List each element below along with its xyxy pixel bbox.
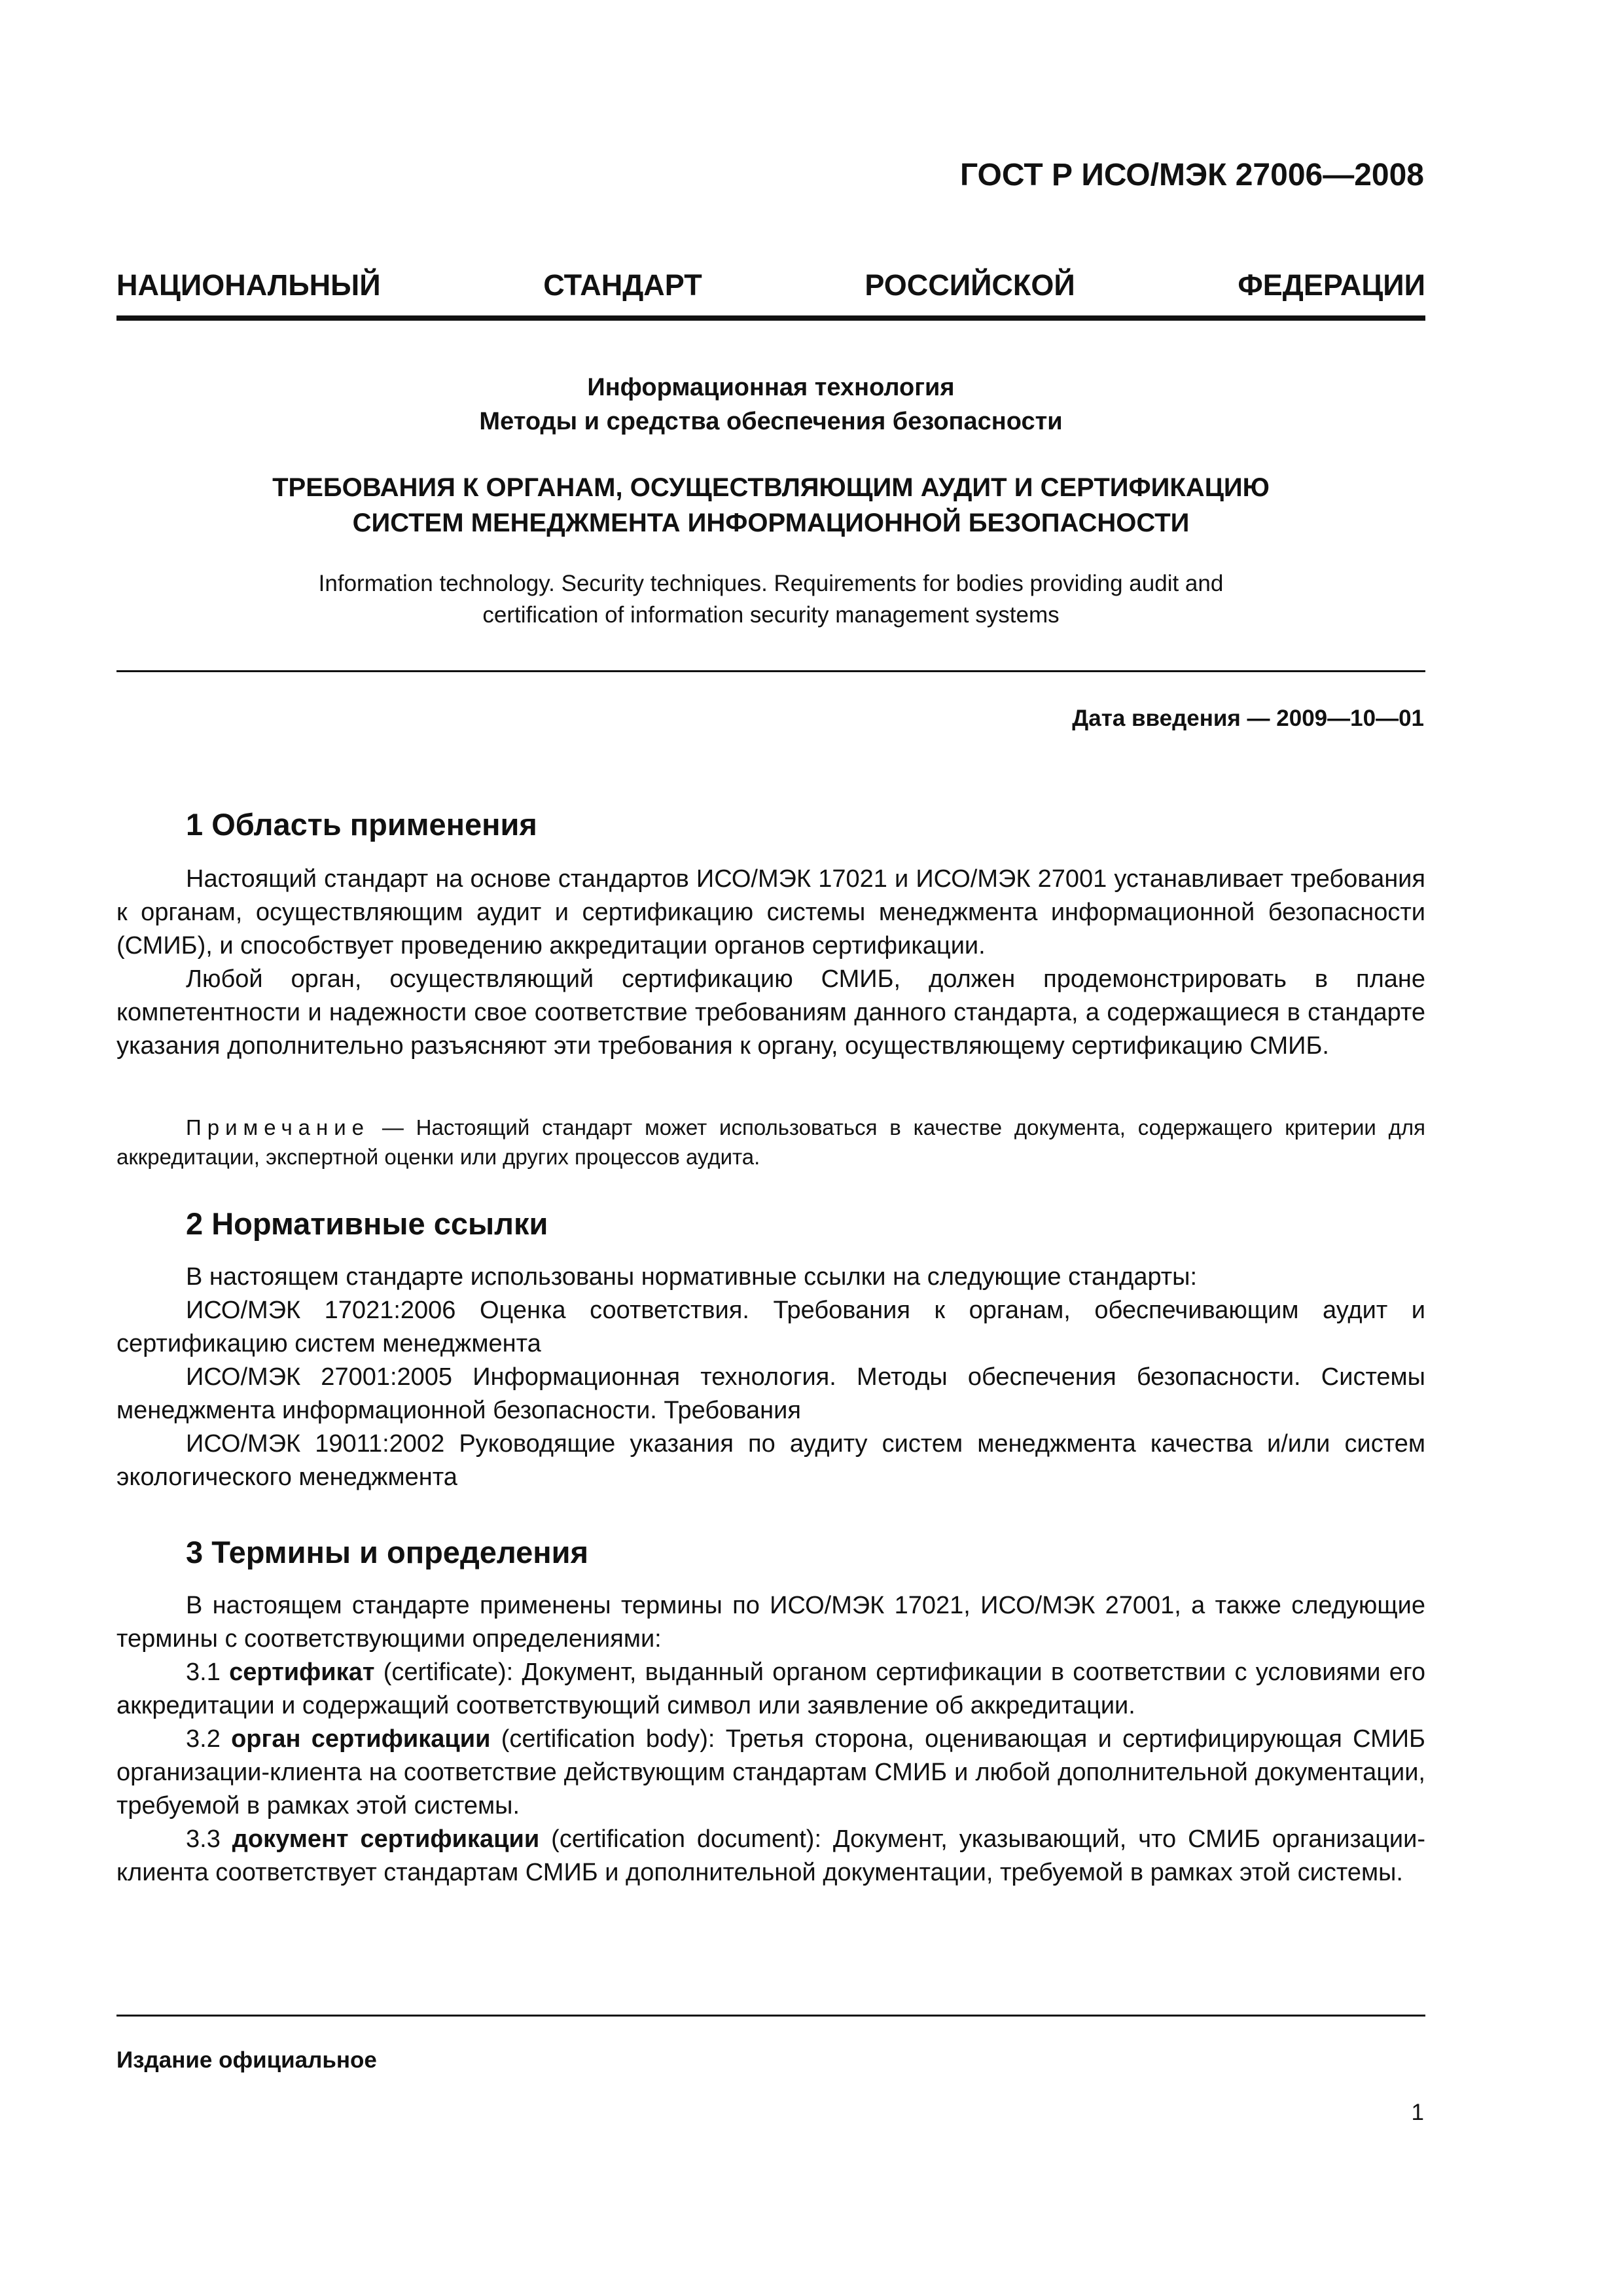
section-2-body — [116, 1261, 1425, 1494]
normative-reference-1: ИСО/МЭК 17021:2006 Оценка соответствия. Требования к органам, обеспечивающим аудит и сертификацию систем менеджмента — [116, 1297, 1425, 1357]
english-title-line-2: certification of information security management systems — [482, 602, 1060, 628]
gost-code: ГОСТ Р ИСО/МЭК 27006—2008 — [959, 158, 1424, 192]
normative-reference-3: ИСО/МЭК 19011:2002 Руководящие указания по аудиту систем менеджмента качества и/или систем экологического менеджмента — [116, 1430, 1425, 1491]
note-text: — Настоящий стандарт может использоваться в качестве документа, содержащего критерии для аккредитации, экспертной оценки или других процессов аудита. — [116, 1115, 1425, 1169]
english-title-line-1: Information technology. Security techniques. Requirements for bodies providing audit and — [318, 571, 1224, 596]
section-3-heading: 3 Термины и определения — [186, 1535, 588, 1570]
official-edition-label: Издание официальное — [116, 2047, 377, 2073]
section-3-body — [116, 1589, 1425, 1890]
term-3-2-name: орган сертификации — [231, 1725, 491, 1753]
subtitle-line-2: Методы и средства обеспечения безопасности — [479, 408, 1063, 435]
main-title-block — [116, 470, 1425, 541]
page-number: 1 — [1411, 2100, 1424, 2125]
section-1-note — [116, 1113, 1425, 1172]
term-3-1: 3.1 сертификат (certificate): Документ, выданный органом сертификации в соответствии с условиями его аккредитации и содержащий соответствующий символ или заявление об аккредитации. — [116, 1659, 1425, 1719]
section-1-heading: 1 Область применения — [186, 807, 537, 842]
section-1-body — [116, 863, 1425, 1063]
subtitle-block — [116, 370, 1425, 439]
section-3-paragraph-1: В настоящем стандарте применены термины по ИСО/МЭК 17021, ИСО/МЭК 27001, а также следующие термины с соответствующими определениями: — [116, 1592, 1425, 1653]
normative-reference-2: ИСО/МЭК 27001:2005 Информационная технология. Методы обеспечения безопасности. Системы менеджмента информационной безопасности. Требования — [116, 1363, 1425, 1424]
section-1-paragraph-2: Любой орган, осуществляющий сертификацию СМИБ, должен продемонстрировать в плане компетентности и надежности свое соответствие требованиям данного стандарта, а содержащиеся в стандарте указания дополнительно разъясняют эти требования к органу, осуществляющему сертификацию СМИБ. — [116, 965, 1425, 1060]
subtitle-line-1: Информационная технология — [587, 374, 955, 401]
section-1-paragraph-1: Настоящий стандарт на основе стандартов ИСО/МЭК 17021 и ИСО/МЭК 27001 устанавливает требования к органам, осуществляющим аудит и сертификацию системы менеджмента информационной безопасности (СМИБ), и способствует проведению аккредитации органов сертификации. — [116, 865, 1425, 960]
introduction-date: Дата введения — 2009—10—01 — [1072, 706, 1424, 731]
footer-rule — [116, 2015, 1425, 2017]
term-3-3: 3.3 документ сертификации (certification document): Документ, указывающий, что СМИБ организации-клиента соответствует стандартам СМИБ и дополнительной документации, требуемой в рамках этой системы. — [116, 1825, 1425, 1886]
english-title-block — [116, 568, 1425, 631]
title-rule — [116, 670, 1425, 672]
term-3-2: 3.2 орган сертификации (certification body): Третья сторона, оценивающая и сертифицирующая СМИБ организации-клиента на соответствие действующим стандартам СМИБ и любой дополнительной документации, требуемой в рамках этой системы. — [116, 1725, 1425, 1820]
section-2-heading: 2 Нормативные ссылки — [186, 1206, 548, 1241]
main-title-line-1: ТРЕБОВАНИЯ К ОРГАНАМ, ОСУЩЕСТВЛЯЮЩИМ АУДИТ И СЕРТИФИКАЦИЮ — [272, 473, 1270, 502]
section-2-paragraph-1: В настоящем стандарте использованы нормативные ссылки на следующие стандарты: — [186, 1263, 1198, 1291]
header-rule — [116, 315, 1425, 321]
national-standard-banner: НАЦИОНАЛЬНЫЙ СТАНДАРТ РОССИЙСКОЙ ФЕДЕРАЦИИ — [116, 268, 1425, 302]
term-3-1-name: сертификат — [229, 1659, 375, 1686]
term-3-3-name: документ сертификации — [232, 1825, 540, 1853]
main-title-line-2: СИСТЕМ МЕНЕДЖМЕНТА ИНФОРМАЦИОННОЙ БЕЗОПАСНОСТИ — [352, 509, 1190, 537]
note-label: Примечание — [186, 1115, 370, 1139]
